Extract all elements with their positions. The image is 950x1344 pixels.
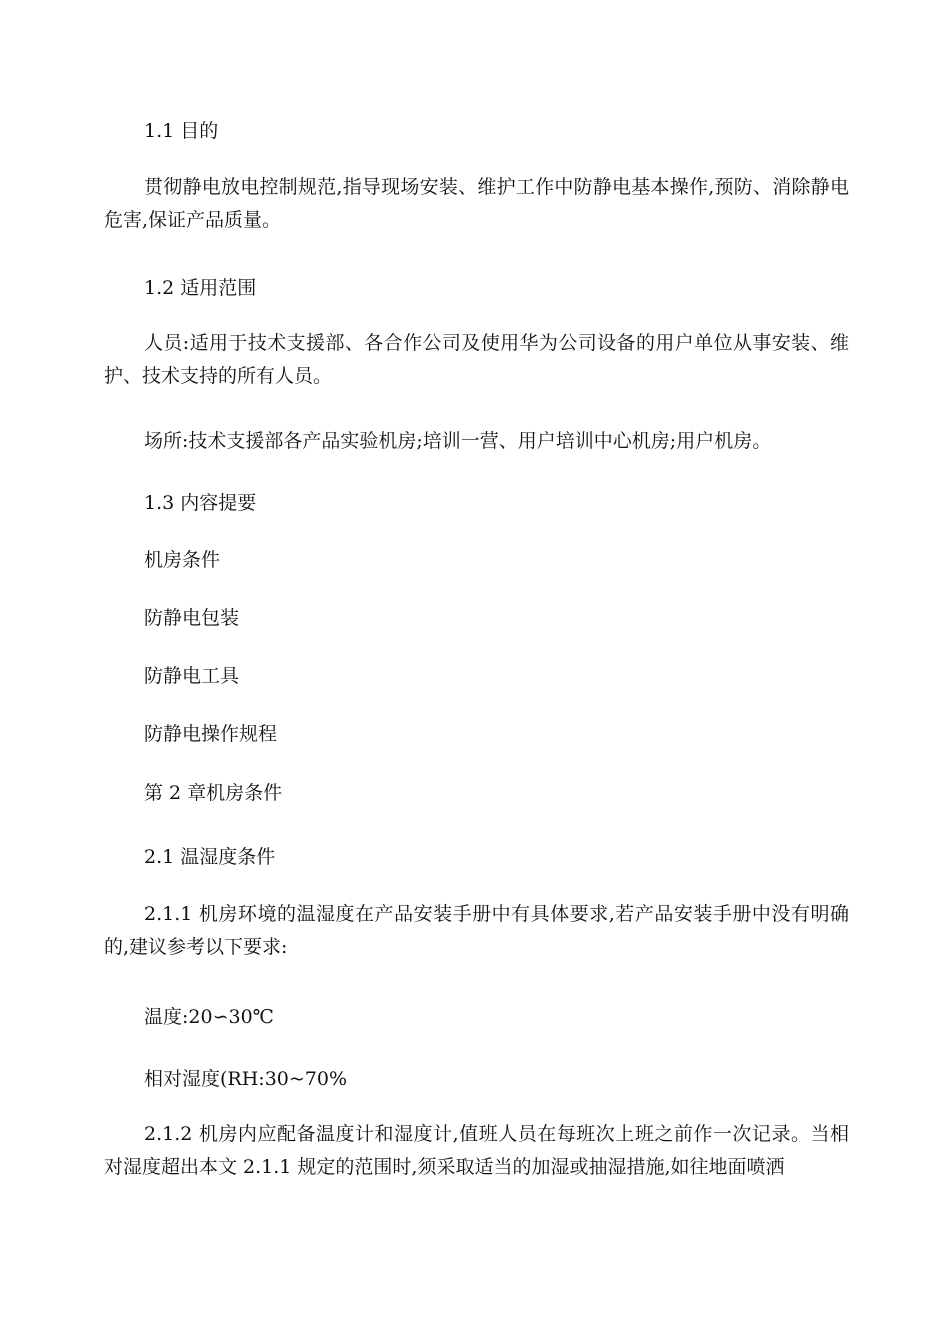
chapter-2-title: 第 2 章机房条件 bbox=[144, 782, 283, 804]
temperature-requirement: 温度:20∽30℃ bbox=[144, 1006, 274, 1028]
humidity-requirement: 相对湿度(RH:30~70% bbox=[144, 1068, 348, 1090]
list-item-antistatic-tools: 防静电工具 bbox=[144, 665, 240, 687]
paragraph-2-1-2: 2.1.2 机房内应配备温度计和湿度计,值班人员在每班次上班之前作一次记录。当相对湿度超出本文 2.1.1 规定的范围时,须采取适当的加湿或抽湿措施,如往地面喷洒 bbox=[104, 1123, 849, 1178]
list-item-antistatic-procedures: 防静电操作规程 bbox=[144, 723, 278, 745]
paragraph-2-1-1: 2.1.1 机房环境的温湿度在产品安装手册中有具体要求,若产品安装手册中没有明确的,建议参考以下要求: bbox=[104, 903, 849, 958]
heading-1-3: 1.3 内容提要 bbox=[144, 492, 257, 514]
heading-2-1: 2.1 温湿度条件 bbox=[144, 846, 276, 868]
paragraph-locations: 场所:技术支援部各产品实验机房;培训一营、用户培训中心机房;用户机房。 bbox=[144, 430, 772, 452]
list-item-room-conditions: 机房条件 bbox=[144, 549, 221, 571]
paragraph-purpose: 贯彻静电放电控制规范,指导现场安装、维护工作中防静电基本操作,预防、消除静电危害,保证产品质量。 bbox=[104, 176, 849, 231]
heading-1-1: 1.1 目的 bbox=[144, 120, 219, 142]
heading-1-2: 1.2 适用范围 bbox=[144, 277, 257, 299]
paragraph-personnel: 人员:适用于技术支援部、各合作公司及使用华为公司设备的用户单位从事安装、维护、技术支持的所有人员。 bbox=[104, 332, 849, 387]
list-item-antistatic-packaging: 防静电包装 bbox=[144, 607, 240, 629]
